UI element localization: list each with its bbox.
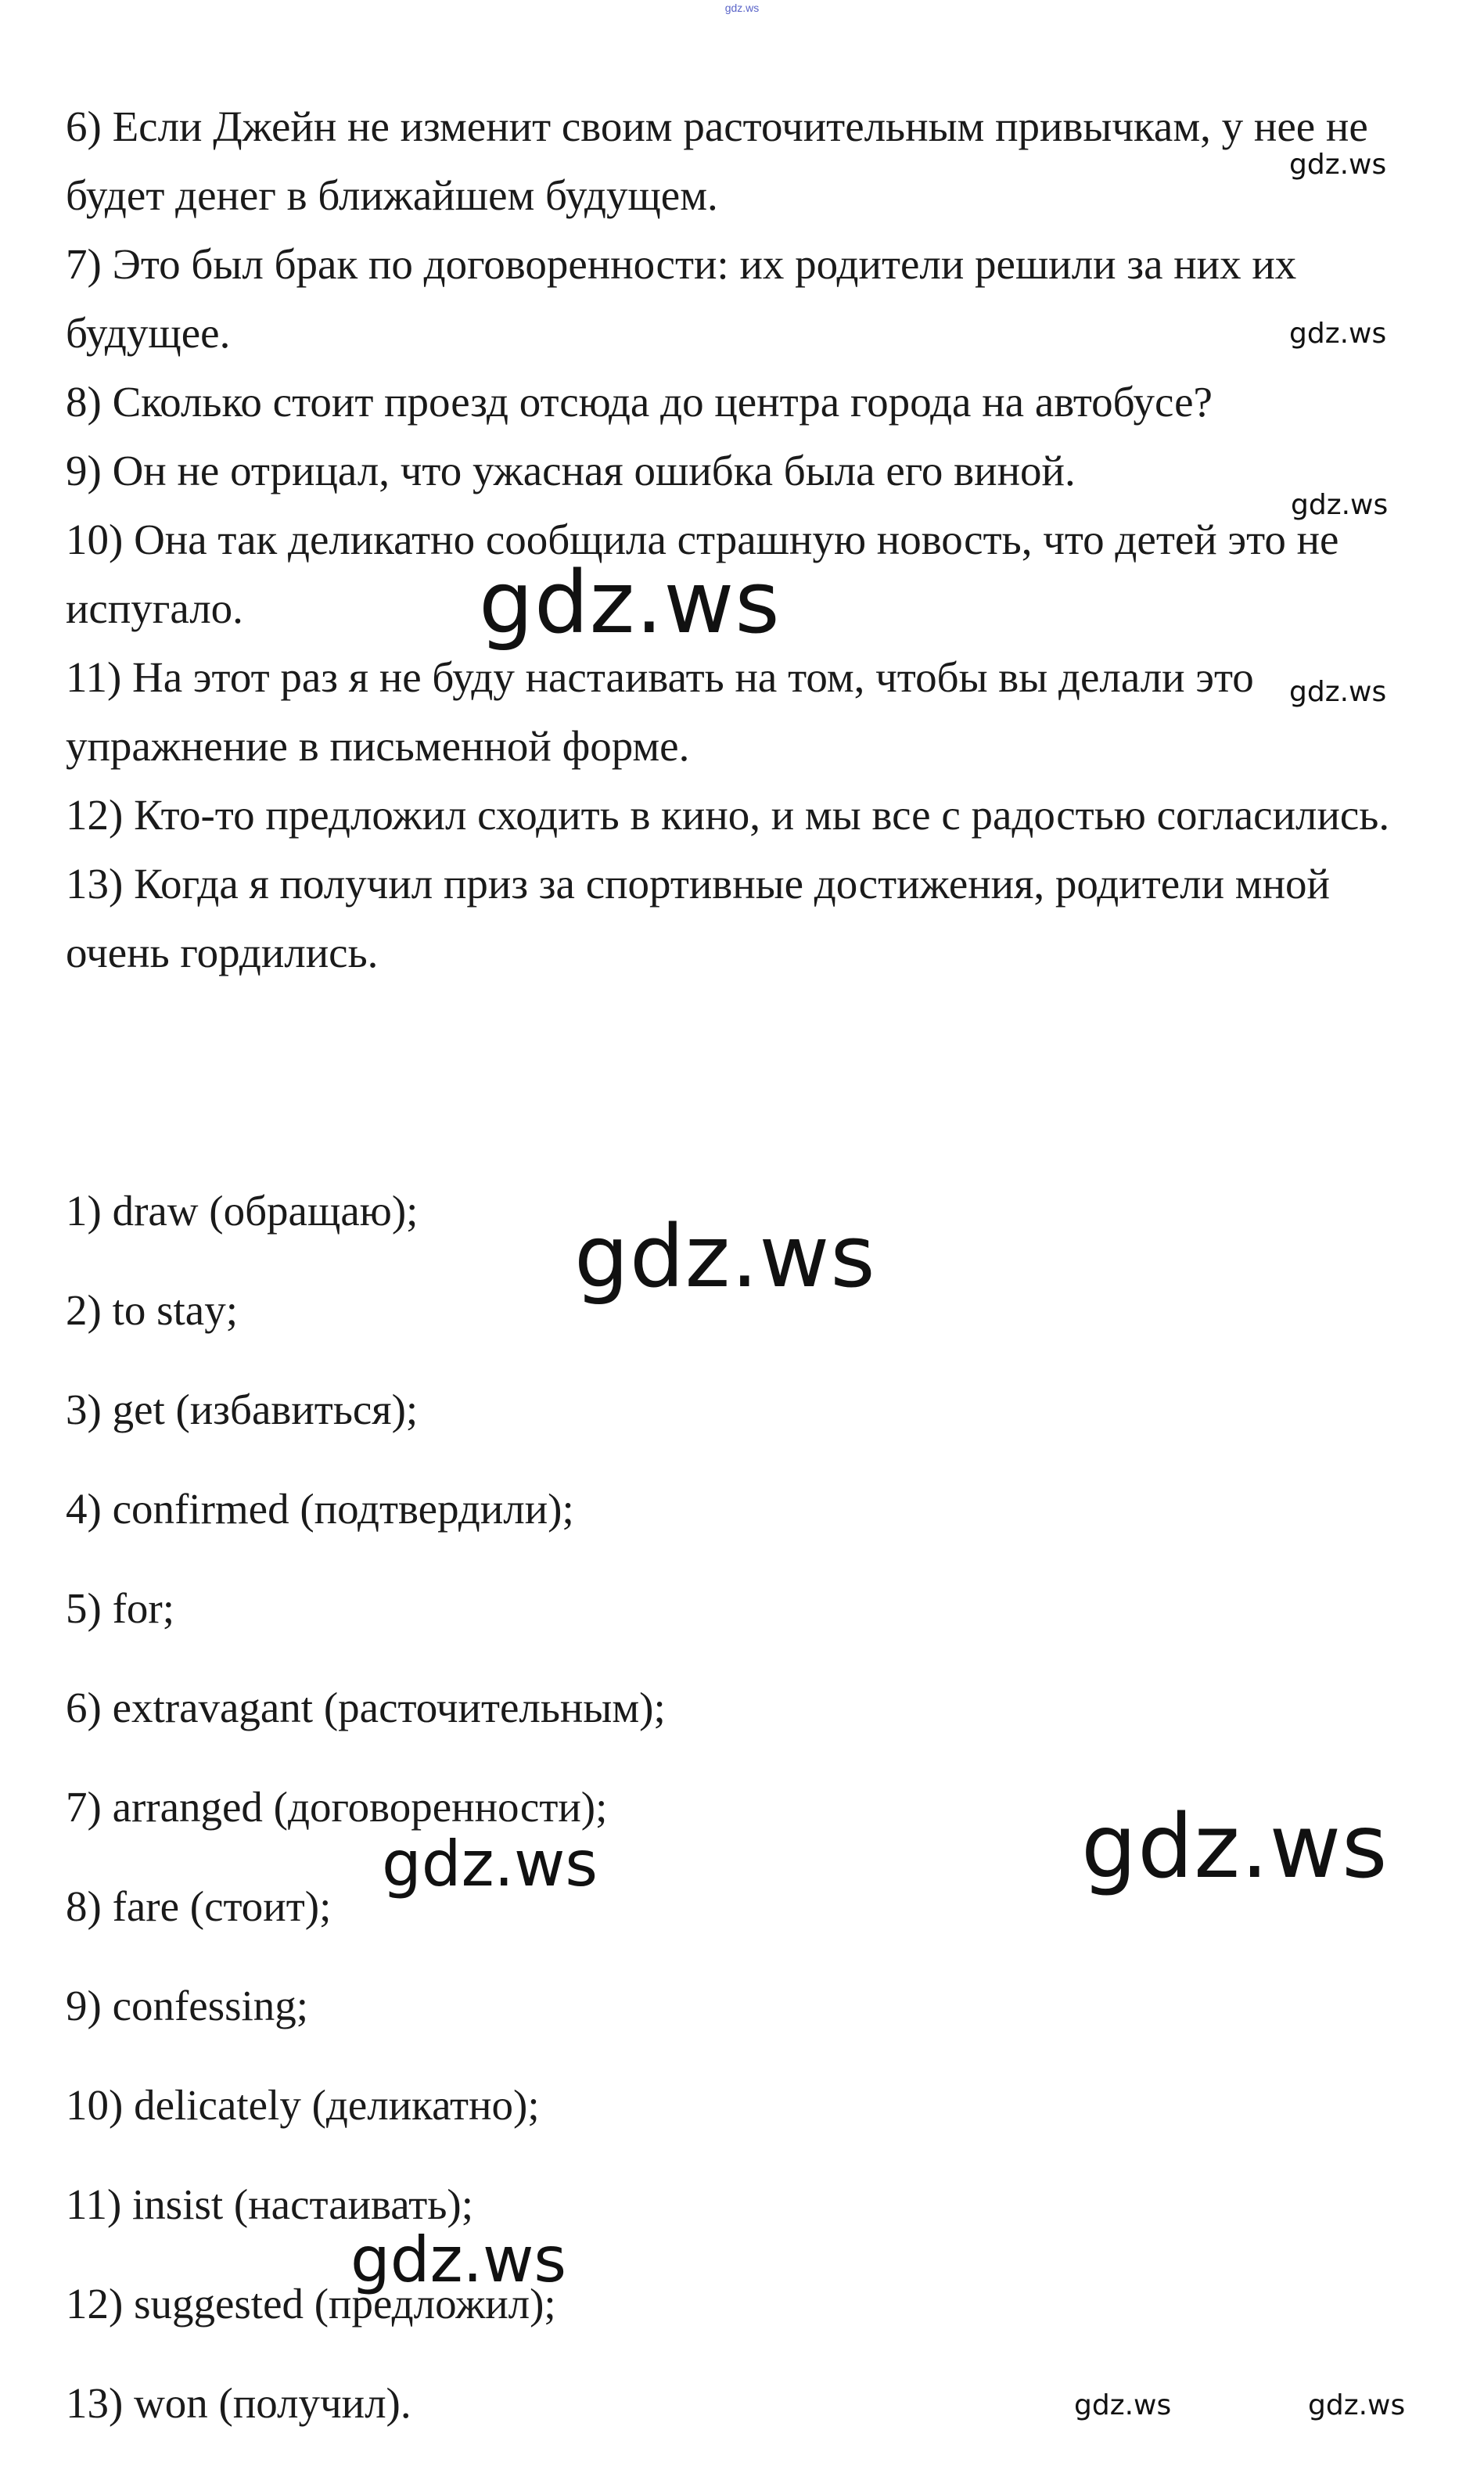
- answer-item: 6) extravagant (расточительным);: [66, 1684, 666, 1731]
- watermark: gdz.ws: [1308, 2389, 1406, 2421]
- answer-item: 1) draw (обращаю);: [66, 1187, 419, 1235]
- answer-item: 5) for;: [66, 1584, 174, 1632]
- answer-item: 3) get (избавиться);: [66, 1386, 419, 1433]
- watermark: gdz.ws: [382, 1828, 598, 1900]
- watermark: gdz.ws: [1081, 1796, 1389, 1898]
- translation-item: 11) На этот раз я не буду настаивать на том, чтобы вы делали это упражнение в письменной форме.: [66, 653, 1254, 770]
- watermark: gdz.ws: [1074, 2389, 1172, 2421]
- answer-item: 9) confessing;: [66, 1982, 309, 2029]
- watermark: gdz.ws: [1291, 489, 1389, 521]
- answer-item: 10) delicately (деликатно);: [66, 2081, 540, 2129]
- translation-item: 9) Он не отрицал, что ужасная ошибка была его виной.: [66, 447, 1076, 494]
- answer-item: 12) suggested (предложил);: [66, 2280, 556, 2328]
- translation-item: 13) Когда я получил приз за спортивные достижения, родители мной очень гордились.: [66, 860, 1330, 976]
- answer-item: 11) insist (настаивать);: [66, 2180, 473, 2228]
- translation-list: [66, 92, 1411, 987]
- answer-item: 8) fare (стоит);: [66, 1882, 332, 1930]
- watermark: gdz.ws: [350, 2223, 567, 2296]
- watermark: gdz.ws: [479, 552, 781, 652]
- translation-item: 8) Сколько стоит проезд отсюда до центра города на автобусе?: [66, 378, 1213, 426]
- translation-item: 12) Кто-то предложил сходить в кино, и мы все с радостью согласились.: [66, 791, 1390, 839]
- header-watermark: gdz.ws: [724, 2, 760, 14]
- answer-item: 2) to stay;: [66, 1286, 238, 1334]
- watermark: gdz.ws: [574, 1206, 876, 1307]
- watermark: gdz.ws: [1289, 318, 1387, 350]
- answer-item: 7) arranged (договоренности);: [66, 1783, 608, 1831]
- translation-item: 6) Если Джейн не изменит своим расточительным привычкам, у нее не будет денег в ближайшем будущем.: [66, 102, 1368, 219]
- answer-item: 4) confirmed (подтвердили);: [66, 1485, 574, 1533]
- watermark: gdz.ws: [1289, 676, 1387, 708]
- translation-item: 10) Она так деликатно сообщила страшную новость, что детей это не испугало.: [66, 516, 1339, 632]
- answer-item: 13) won (получил).: [66, 2379, 411, 2427]
- watermark: gdz.ws: [1289, 149, 1387, 181]
- translation-item: 7) Это был брак по договоренности: их родители решили за них их будущее.: [66, 240, 1297, 357]
